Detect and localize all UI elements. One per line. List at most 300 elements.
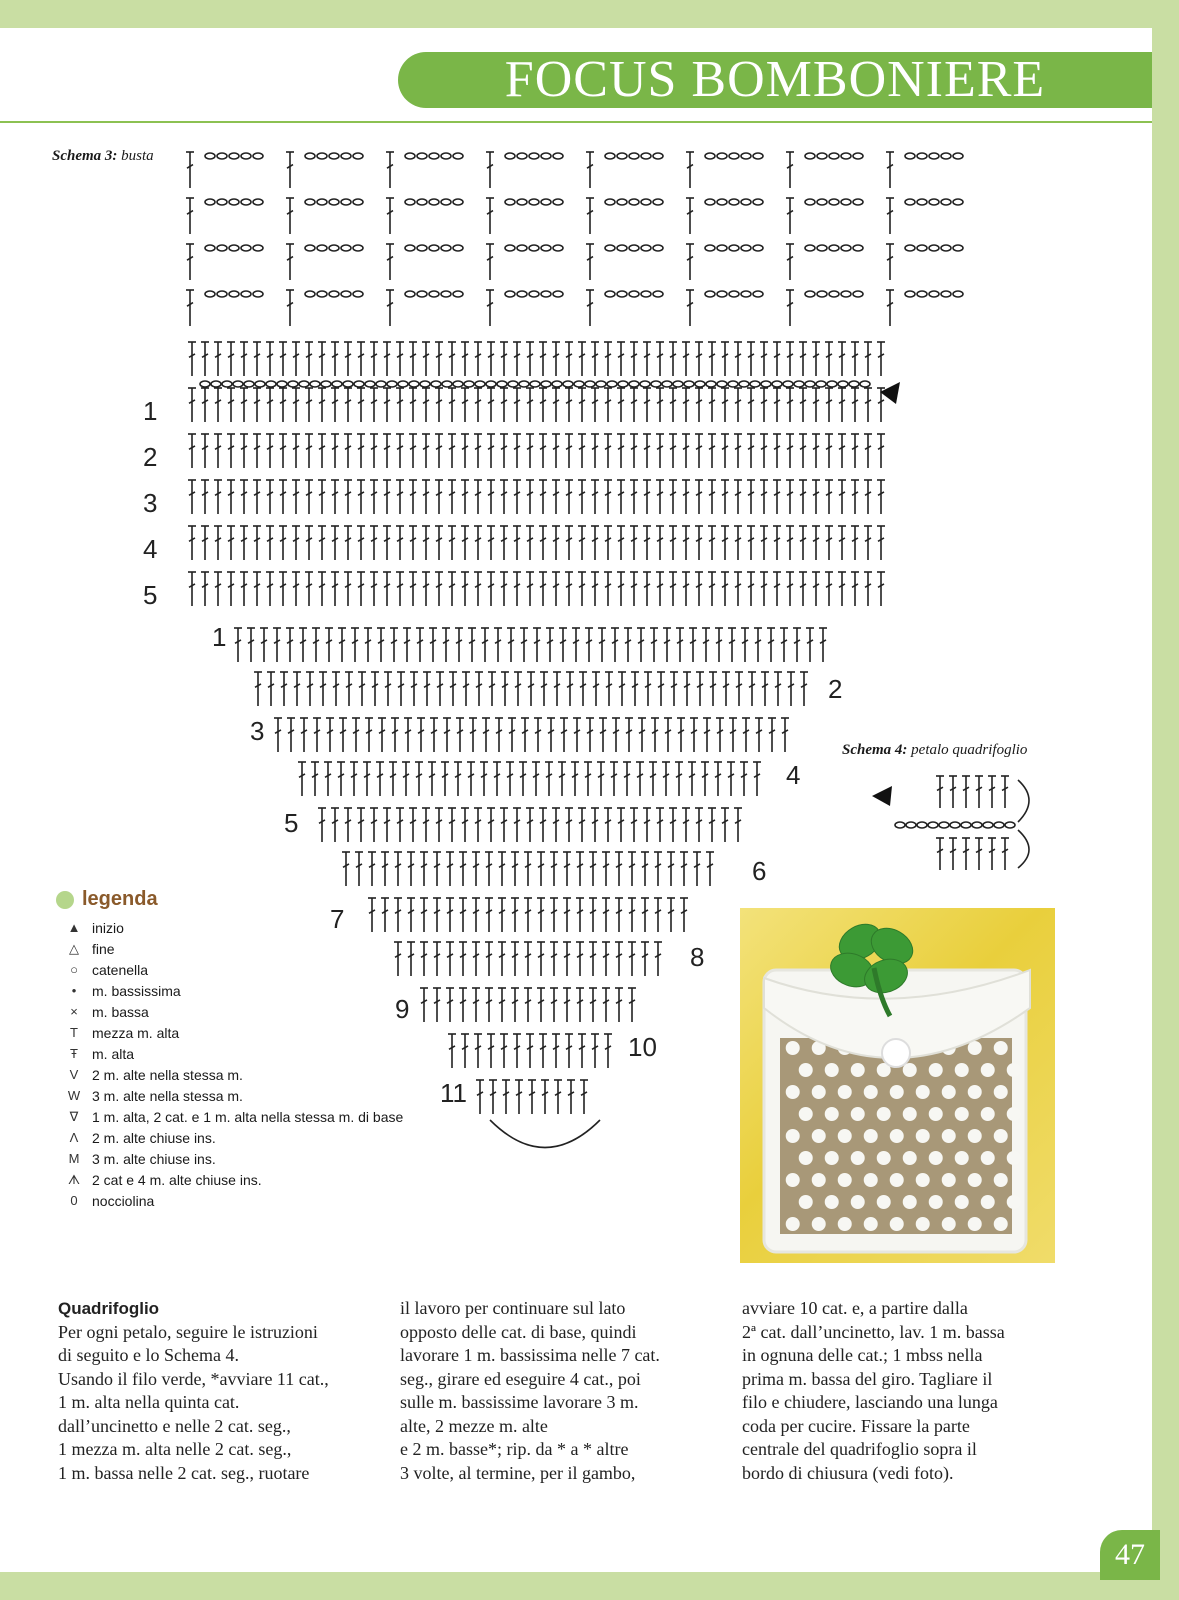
- chain-mark: [305, 291, 315, 297]
- row-number: 11: [440, 1078, 467, 1108]
- legend-label: 3 m. alte chiuse ins.: [92, 1150, 216, 1167]
- chain-mark: [217, 291, 227, 297]
- chain-mark: [729, 245, 739, 251]
- legend-item: [56, 1106, 476, 1127]
- lace-bobble: [786, 1085, 800, 1099]
- chain-mark: [305, 199, 315, 205]
- chain-mark: [917, 291, 927, 297]
- lace-bobble: [799, 1195, 813, 1209]
- chain-mark: [429, 245, 439, 251]
- chain-mark: [741, 199, 751, 205]
- legend-item: [56, 1022, 476, 1043]
- chain-mark: [441, 199, 451, 205]
- legend-item: [56, 980, 476, 1001]
- legend-symbol-icon: ▲: [67, 920, 81, 935]
- legend-symbol-icon: V: [69, 1067, 79, 1082]
- chain-mark: [453, 199, 463, 205]
- chain-mark: [497, 381, 507, 387]
- chain-mark: [241, 153, 251, 159]
- chain-mark: [329, 291, 339, 297]
- legend-symbol-icon: ○: [70, 962, 78, 977]
- chain-mark: [398, 381, 408, 387]
- lace-bobble: [994, 1173, 1008, 1187]
- chain-mark: [253, 199, 263, 205]
- text-line: avviare 10 cat. e, a partire dalla: [742, 1298, 968, 1318]
- chain-mark: [717, 153, 727, 159]
- row-number: 9: [395, 994, 410, 1024]
- legend-label: 1 m. alta, 2 cat. e 1 m. alta nella stessa m. di base: [92, 1108, 404, 1125]
- chain-mark: [753, 153, 763, 159]
- lace-bobble: [864, 1129, 878, 1143]
- chain-mark: [953, 245, 963, 251]
- lace-bobble: [877, 1107, 891, 1121]
- legend-bullet-icon: [56, 891, 74, 909]
- chain-mark: [341, 199, 351, 205]
- chain-mark: [849, 381, 859, 387]
- text-column-1: [58, 1297, 378, 1485]
- chain-mark: [508, 381, 518, 387]
- lace-bobble: [838, 1173, 852, 1187]
- chain-mark: [253, 245, 263, 251]
- chain-mark: [827, 381, 837, 387]
- legend-label: mezza m. alta: [92, 1024, 180, 1041]
- chain-mark: [972, 822, 982, 828]
- lace-bobble: [1007, 1107, 1021, 1121]
- product-photo: [740, 908, 1055, 1263]
- lace-bobble: [929, 1063, 943, 1077]
- chain-mark: [241, 291, 251, 297]
- chain-mark: [994, 822, 1004, 828]
- lace-bobble: [877, 1151, 891, 1165]
- text-line: 1 m. bassa nelle 2 cat. seg., ruotare: [58, 1462, 310, 1483]
- chain-mark: [805, 381, 815, 387]
- chain-mark: [255, 381, 265, 387]
- lace-bobble: [812, 1217, 826, 1231]
- lace-bobble: [994, 1129, 1008, 1143]
- chain-mark: [817, 153, 827, 159]
- chain-mark: [717, 291, 727, 297]
- chain-mark: [929, 245, 939, 251]
- lace-bobble: [890, 1173, 904, 1187]
- chain-mark: [783, 381, 793, 387]
- chain-mark: [529, 245, 539, 251]
- legend-label: 2 m. alte chiuse ins.: [92, 1129, 216, 1146]
- chain-mark: [405, 291, 415, 297]
- legend-label: 2 cat e 4 m. alte chiuse ins.: [92, 1171, 262, 1188]
- chain-mark: [529, 153, 539, 159]
- chain-mark: [205, 245, 215, 251]
- chain-mark: [853, 153, 863, 159]
- legend-symbol-icon: 0: [70, 1193, 78, 1208]
- row-number: 10: [628, 1032, 657, 1062]
- legend-item: [56, 1190, 476, 1211]
- lace-bobble: [786, 1129, 800, 1143]
- chain-mark: [229, 199, 239, 205]
- lace-bobble: [838, 1129, 852, 1143]
- legend-symbol-icon: Ŧ: [70, 1046, 78, 1061]
- chain-mark: [941, 153, 951, 159]
- chain-mark: [464, 381, 474, 387]
- chain-mark: [717, 381, 727, 387]
- row-number: 5: [284, 808, 299, 838]
- legend-item: [56, 1001, 476, 1022]
- chain-mark: [453, 153, 463, 159]
- chain-mark: [217, 153, 227, 159]
- chain-mark: [417, 291, 427, 297]
- chain-mark: [205, 199, 215, 205]
- chain-mark: [816, 381, 826, 387]
- chain-mark: [961, 822, 971, 828]
- chain-mark: [266, 381, 276, 387]
- legend-item: [56, 959, 476, 980]
- legend-label: 2 m. alte nella stessa m.: [92, 1066, 243, 1083]
- chain-mark: [217, 245, 227, 251]
- page-number: 47: [1100, 1530, 1160, 1580]
- legend-symbol-icon: M: [68, 1151, 80, 1166]
- chain-mark: [517, 291, 527, 297]
- chain-mark: [431, 381, 441, 387]
- lace-bobble: [851, 1151, 865, 1165]
- chain-mark: [305, 245, 315, 251]
- chain-mark: [853, 291, 863, 297]
- text-line: 1 mezza m. alta nelle 2 cat. seg.,: [58, 1439, 292, 1459]
- chain-mark: [553, 153, 563, 159]
- lace-bobble: [838, 1217, 852, 1231]
- chain-mark: [717, 199, 727, 205]
- chain-mark: [651, 381, 661, 387]
- lace-bobble: [955, 1107, 969, 1121]
- chain-mark: [641, 245, 651, 251]
- chain-mark: [229, 245, 239, 251]
- chain-mark: [420, 381, 430, 387]
- chain-mark: [605, 291, 615, 297]
- legend-item: [56, 1085, 476, 1106]
- chain-mark: [662, 381, 672, 387]
- chain-mark: [641, 199, 651, 205]
- chain-mark: [750, 381, 760, 387]
- chain-mark: [596, 381, 606, 387]
- chain-mark: [553, 199, 563, 205]
- lace-bobble: [955, 1195, 969, 1209]
- crochet-pouch-image: [740, 908, 1055, 1263]
- chain-mark: [805, 291, 815, 297]
- chain-mark: [541, 199, 551, 205]
- legend-item: [56, 1043, 476, 1064]
- lace-bobble: [786, 1217, 800, 1231]
- lace-bobble: [994, 1085, 1008, 1099]
- row-number: 1: [143, 396, 158, 426]
- chain-mark: [941, 245, 951, 251]
- chain-mark: [941, 199, 951, 205]
- chain-mark: [673, 381, 683, 387]
- chain-mark: [739, 381, 749, 387]
- legend-item: [56, 1148, 476, 1169]
- lace-bobble: [994, 1217, 1008, 1231]
- chain-mark: [917, 153, 927, 159]
- row-number: 5: [143, 580, 158, 610]
- chain-mark: [641, 291, 651, 297]
- lace-bobble: [916, 1129, 930, 1143]
- chain-mark: [653, 199, 663, 205]
- petal-curve: [1018, 780, 1029, 822]
- chain-mark: [753, 291, 763, 297]
- text-column-3: [742, 1297, 1062, 1485]
- chain-mark: [505, 153, 515, 159]
- chain-mark: [717, 245, 727, 251]
- lace-bobble: [799, 1063, 813, 1077]
- lace-bobble: [955, 1063, 969, 1077]
- lace-bobble: [864, 1173, 878, 1187]
- chain-mark: [505, 199, 515, 205]
- lace-bobble: [916, 1173, 930, 1187]
- chain-mark: [684, 381, 694, 387]
- chain-mark: [241, 245, 251, 251]
- chain-mark: [417, 153, 427, 159]
- lace-bobble: [864, 1217, 878, 1231]
- legend-symbol-icon: W: [67, 1088, 81, 1103]
- chain-mark: [354, 381, 364, 387]
- lace-bobble: [799, 1107, 813, 1121]
- chain-mark: [817, 245, 827, 251]
- chain-mark: [505, 245, 515, 251]
- chain-mark: [641, 153, 651, 159]
- text-line: Usando il filo verde, *avviare 11 cat.,: [58, 1368, 329, 1389]
- lace-bobble: [812, 1085, 826, 1099]
- lace-bobble: [851, 1063, 865, 1077]
- chain-mark: [530, 381, 540, 387]
- chain-mark: [353, 245, 363, 251]
- row-number: 4: [143, 534, 158, 564]
- chain-mark: [453, 291, 463, 297]
- lace-bobble: [825, 1107, 839, 1121]
- lace-bobble: [916, 1085, 930, 1099]
- chain-mark: [905, 199, 915, 205]
- chain-mark: [905, 245, 915, 251]
- start-arrow-icon: [872, 786, 892, 806]
- chain-mark: [953, 153, 963, 159]
- chain-mark: [299, 381, 309, 387]
- chain-mark: [200, 381, 210, 387]
- chain-mark: [341, 245, 351, 251]
- legend-label: inizio: [92, 919, 124, 936]
- row-number: 2: [143, 442, 158, 472]
- lace-bobble: [929, 1195, 943, 1209]
- chain-mark: [629, 153, 639, 159]
- chain-mark: [753, 245, 763, 251]
- chain-mark: [953, 291, 963, 297]
- chain-mark: [761, 381, 771, 387]
- chain-mark: [829, 245, 839, 251]
- chain-mark: [829, 199, 839, 205]
- chain-mark: [829, 291, 839, 297]
- chain-mark: [253, 291, 263, 297]
- chain-mark: [741, 245, 751, 251]
- chain-mark: [705, 245, 715, 251]
- lace-bobble: [1007, 1195, 1021, 1209]
- chain-mark: [329, 245, 339, 251]
- chain-mark: [729, 199, 739, 205]
- chain-mark: [519, 381, 529, 387]
- legend-label: m. bassa: [92, 1003, 149, 1020]
- chain-mark: [317, 291, 327, 297]
- lace-bobble: [851, 1107, 865, 1121]
- chain-mark: [222, 381, 232, 387]
- text-line: prima m. bassa del giro. Tagliare il: [742, 1368, 993, 1389]
- lace-bobble: [968, 1173, 982, 1187]
- chain-mark: [353, 291, 363, 297]
- text-column-2: [400, 1297, 720, 1485]
- lace-bobble: [942, 1217, 956, 1231]
- lace-bobble: [812, 1129, 826, 1143]
- chain-mark: [317, 199, 327, 205]
- chain-mark: [917, 245, 927, 251]
- chain-mark: [541, 291, 551, 297]
- chain-mark: [860, 381, 870, 387]
- legend-label: 3 m. alte nella stessa m.: [92, 1087, 243, 1104]
- text-line: centrale del quadrifoglio sopra il: [742, 1439, 977, 1459]
- chain-mark: [705, 291, 715, 297]
- text-line: alte, 2 mezze m. alte: [400, 1415, 548, 1436]
- lace-bobble: [890, 1129, 904, 1143]
- chain-mark: [895, 822, 905, 828]
- legend-item: [56, 1169, 476, 1190]
- row-number: 3: [143, 488, 158, 518]
- lace-bobble: [903, 1151, 917, 1165]
- chain-mark: [741, 153, 751, 159]
- lace-bobble: [786, 1173, 800, 1187]
- lace-bobble: [890, 1217, 904, 1231]
- chain-mark: [541, 153, 551, 159]
- legend-title: legenda: [56, 888, 476, 911]
- legend-symbol-icon: •: [71, 983, 77, 998]
- text-line: di seguito e lo Schema 4.: [58, 1345, 239, 1365]
- chain-mark: [841, 291, 851, 297]
- lace-bobble: [851, 1195, 865, 1209]
- lace-bobble: [825, 1151, 839, 1165]
- chain-mark: [563, 381, 573, 387]
- chain-mark: [805, 153, 815, 159]
- chain-mark: [841, 199, 851, 205]
- chain-mark: [329, 199, 339, 205]
- chain-mark: [529, 291, 539, 297]
- chain-mark: [341, 291, 351, 297]
- chain-mark: [640, 381, 650, 387]
- chain-mark: [205, 291, 215, 297]
- chain-mark: [376, 381, 386, 387]
- chain-mark: [229, 291, 239, 297]
- chain-mark: [529, 199, 539, 205]
- chain-mark: [853, 199, 863, 205]
- chain-mark: [317, 245, 327, 251]
- chain-mark: [605, 245, 615, 251]
- chain-mark: [441, 291, 451, 297]
- chain-mark: [605, 199, 615, 205]
- chain-mark: [405, 153, 415, 159]
- lace-bobble: [994, 1041, 1008, 1055]
- legend-item: [56, 917, 476, 938]
- text-line: dall’uncinetto e nelle 2 cat. seg.,: [58, 1415, 291, 1436]
- legend-label: catenella: [92, 961, 149, 978]
- chain-mark: [929, 199, 939, 205]
- chain-mark: [241, 199, 251, 205]
- lace-bobble: [825, 1063, 839, 1077]
- chain-mark: [605, 153, 615, 159]
- text-line: Per ogni petalo, seguire le istruzioni: [58, 1321, 318, 1342]
- text-line: e 2 m. basse*; rip. da * a * altre: [400, 1439, 629, 1459]
- lace-bobble: [981, 1107, 995, 1121]
- chain-mark: [441, 245, 451, 251]
- chain-mark: [317, 153, 327, 159]
- chain-mark: [1005, 822, 1015, 828]
- chain-mark: [442, 381, 452, 387]
- chain-mark: [983, 822, 993, 828]
- row-number: 2: [828, 674, 843, 704]
- legend-label: fine: [92, 940, 115, 957]
- chain-mark: [841, 153, 851, 159]
- chain-mark: [906, 822, 916, 828]
- chain-mark: [741, 291, 751, 297]
- legend-symbol-icon: T: [70, 1025, 78, 1040]
- row-number: 1: [212, 622, 227, 652]
- chain-mark: [753, 199, 763, 205]
- chain-mark: [706, 381, 716, 387]
- chain-mark: [653, 291, 663, 297]
- chain-mark: [728, 381, 738, 387]
- chain-mark: [517, 153, 527, 159]
- lace-bobble: [968, 1217, 982, 1231]
- chain-mark: [541, 245, 551, 251]
- lace-bobble: [955, 1151, 969, 1165]
- text-line: in ognuna delle cat.; 1 mbss nella: [742, 1345, 983, 1365]
- chain-mark: [653, 245, 663, 251]
- chain-mark: [253, 153, 263, 159]
- legend: [56, 888, 476, 1211]
- row-number: 7: [330, 904, 345, 934]
- chain-mark: [574, 381, 584, 387]
- chain-mark: [905, 153, 915, 159]
- chain-mark: [244, 381, 254, 387]
- legend-symbol-icon: ᗑ: [67, 1171, 81, 1187]
- chain-mark: [211, 381, 221, 387]
- chain-mark: [353, 153, 363, 159]
- lace-bobble: [942, 1173, 956, 1187]
- chain-mark: [941, 291, 951, 297]
- lace-bobble: [903, 1195, 917, 1209]
- lace-bobble: [981, 1063, 995, 1077]
- chain-mark: [928, 822, 938, 828]
- section-heading: Quadrifoglio: [58, 1299, 160, 1318]
- lace-bobble: [877, 1195, 891, 1209]
- chain-mark: [429, 153, 439, 159]
- chain-mark: [429, 199, 439, 205]
- chain-mark: [441, 153, 451, 159]
- row-number: 6: [752, 856, 767, 886]
- legend-item: [56, 938, 476, 959]
- chain-mark: [805, 199, 815, 205]
- chain-mark: [729, 153, 739, 159]
- chain-mark: [305, 153, 315, 159]
- lace-bobble: [942, 1085, 956, 1099]
- lace-bobble: [916, 1217, 930, 1231]
- lace-bobble: [981, 1195, 995, 1209]
- chain-mark: [417, 199, 427, 205]
- chain-mark: [552, 381, 562, 387]
- lace-bobble: [1007, 1063, 1021, 1077]
- chain-mark: [917, 822, 927, 828]
- lace-bobble: [968, 1085, 982, 1099]
- chain-mark: [277, 381, 287, 387]
- chain-mark: [617, 199, 627, 205]
